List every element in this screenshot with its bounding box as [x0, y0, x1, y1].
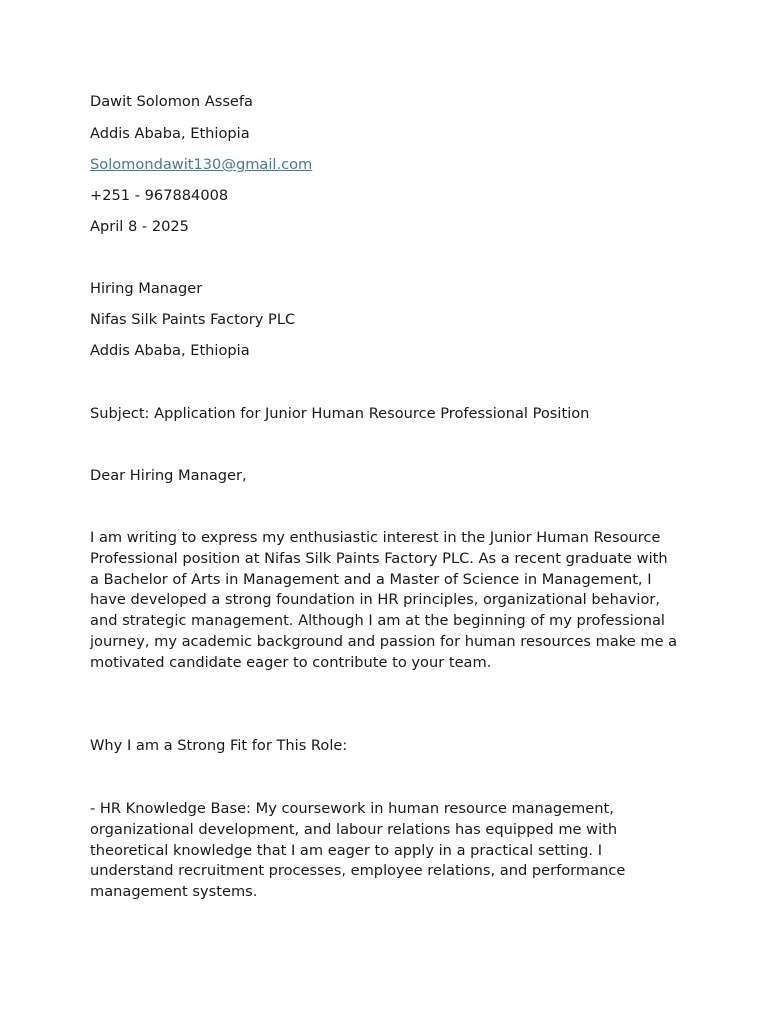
salutation: Dear Hiring Manager,: [90, 467, 247, 484]
sender-email[interactable]: [90, 154, 312, 175]
sender-name: Dawit Solomon Assefa: [90, 93, 253, 110]
email-link[interactable]: Solomondawit130@gmail.com: [90, 156, 313, 173]
bullet-hr-knowledge: - HR Knowledge Base: My coursework in human resource management, organizational development, and labour relations has equipped me with theoretical knowledge that I am eager to apply in a practical setting. I understand recruitment processes, employee relations, and performance management systems.: [90, 800, 626, 901]
recipient-location: Addis Ababa, Ethiopia: [90, 342, 250, 359]
sender-location: Addis Ababa, Ethiopia: [90, 125, 250, 142]
sender-phone: +251 - 967884008: [90, 187, 229, 204]
recipient-company: Nifas Silk Paints Factory PLC: [90, 311, 296, 328]
subject-line: Subject: Application for Junior Human Resource Professional Position: [90, 405, 590, 422]
intro-paragraph: I am writing to express my enthusiastic interest in the Junior Human Resource Professional position at Nifas Silk Paints Factory PLC. As a recent graduate with a Bachelor of Arts in Management and a Master of Science in Management, I have developed a strong foundation in HR principles, organizational behavior, and strategic management. Although I am at the beginning of my professional journey, my academic background and passion for human resources make me a motivated candidate eager to contribute to your team.: [90, 529, 678, 671]
recipient-title: Hiring Manager: [90, 280, 203, 297]
fit-heading: Why I am a Strong Fit for This Role:: [90, 737, 348, 754]
letter-date: April 8 - 2025: [90, 218, 189, 235]
